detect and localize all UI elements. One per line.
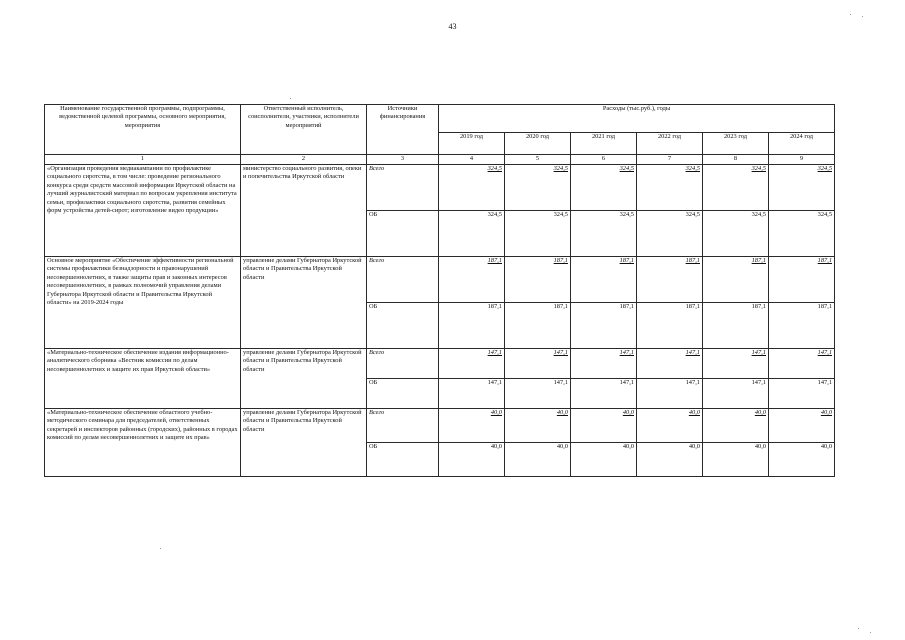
value-total: 324,5	[505, 165, 571, 211]
value-total: 187,1	[505, 257, 571, 303]
source-total: Всего	[367, 409, 439, 443]
header-name: Наименование государственной программы, подпрограммы, ведомственной целевой программы, основного мероприятия, мероприятия	[45, 105, 241, 155]
value-sub: 324,5	[571, 211, 637, 257]
value-sub: 40,0	[637, 443, 703, 477]
header-source: Источники финансирования	[367, 105, 439, 155]
value-total: 324,5	[571, 165, 637, 211]
column-number: 3	[367, 155, 439, 165]
source-total: Всего	[367, 257, 439, 303]
value-sub: 40,0	[505, 443, 571, 477]
scan-speck	[850, 14, 851, 15]
measure-name: «Материально-техническое обеспечение издания информационно-аналитического сборника «Вестник комиссии по делам несовершеннолетних и защите их прав Иркутской области»	[45, 349, 241, 409]
value-total: 40,0	[769, 409, 835, 443]
value-sub: 147,1	[769, 379, 835, 409]
value-total: 147,1	[703, 349, 769, 379]
value-sub: 40,0	[703, 443, 769, 477]
source-sub: ОБ	[367, 211, 439, 257]
table-row	[45, 257, 835, 303]
scan-speck	[870, 632, 871, 633]
value-total: 147,1	[769, 349, 835, 379]
value-sub: 324,5	[439, 211, 505, 257]
column-number: 5	[505, 155, 571, 165]
executor: управление делами Губернатора Иркутской области и Правительства Иркутской области	[241, 409, 367, 477]
column-number: 9	[769, 155, 835, 165]
measure-name: Основное мероприятие «Обеспечение эффективности региональной системы профилактики безнадзорности и правонарушений несовершеннолетних, в также защиты прав и законных интересов несовершеннолетних, в рамках полномочий управления делами Губернатора Иркутской области и Правительства Иркутской области» на 2019-2024 годы	[45, 257, 241, 349]
value-sub: 324,5	[703, 211, 769, 257]
value-sub: 324,5	[769, 211, 835, 257]
value-total: 324,5	[703, 165, 769, 211]
executor: министерство социального развития, опеки и попечительства Иркутской области	[241, 165, 367, 257]
header-executor: Ответственный исполнитель, соисполнители, участники, исполнители мероприятий	[241, 105, 367, 155]
header-expenses: Расходы (тыс.руб.), годы	[439, 105, 835, 133]
table-row	[45, 349, 835, 379]
value-total: 40,0	[703, 409, 769, 443]
value-sub: 187,1	[637, 303, 703, 349]
value-total: 40,0	[571, 409, 637, 443]
value-sub: 40,0	[571, 443, 637, 477]
measure-name: «Материально-техническое обеспечение областного учебно-методического семинара для председателей, ответственных секретарей и инспекторов районных (городских), районных в городах комиссий по делам несовершеннолетних и защите их прав»	[45, 409, 241, 477]
value-total: 147,1	[505, 349, 571, 379]
scan-speck	[862, 16, 863, 17]
value-sub: 147,1	[571, 379, 637, 409]
column-number: 6	[571, 155, 637, 165]
column-number: 2	[241, 155, 367, 165]
header-year: 2024 год	[769, 133, 835, 155]
value-total: 40,0	[505, 409, 571, 443]
value-total: 324,5	[637, 165, 703, 211]
executor: управление делами Губернатора Иркутской области и Правительства Иркутской области	[241, 349, 367, 409]
value-sub: 40,0	[769, 443, 835, 477]
header-year: 2019 год	[439, 133, 505, 155]
table-row	[45, 409, 835, 443]
header-year: 2021 год	[571, 133, 637, 155]
value-sub: 187,1	[439, 303, 505, 349]
value-total: 147,1	[571, 349, 637, 379]
column-number: 7	[637, 155, 703, 165]
value-total: 147,1	[637, 349, 703, 379]
value-total: 40,0	[637, 409, 703, 443]
value-sub: 147,1	[439, 379, 505, 409]
value-total: 324,5	[439, 165, 505, 211]
value-sub: 324,5	[637, 211, 703, 257]
value-sub: 187,1	[505, 303, 571, 349]
value-total: 187,1	[439, 257, 505, 303]
value-sub: 40,0	[439, 443, 505, 477]
header-year: 2020 год	[505, 133, 571, 155]
value-sub: 147,1	[703, 379, 769, 409]
column-number: 8	[703, 155, 769, 165]
scan-speck	[160, 548, 161, 549]
header-year: 2022 год	[637, 133, 703, 155]
page-number: 43	[448, 22, 457, 31]
scan-speck	[858, 628, 859, 629]
value-total: 187,1	[571, 257, 637, 303]
value-total: 147,1	[439, 349, 505, 379]
value-sub: 147,1	[637, 379, 703, 409]
table-row	[45, 165, 835, 211]
value-total: 187,1	[703, 257, 769, 303]
value-sub: 187,1	[571, 303, 637, 349]
measure-name: «Организация проведения медиакампании по профилактике социального сиротства, в том числе: проведение регионального конкурса среди средств массовой информации Иркутской области на лучший журналистский материал по вопросам укрепления института семьи, профилактики социального сиротства, развития семейных форм устройства детей-сирот; изготовление видео продукции»	[45, 165, 241, 257]
scan-speck	[290, 98, 291, 99]
value-total: 40,0	[439, 409, 505, 443]
header-year: 2023 год	[703, 133, 769, 155]
budget-table	[44, 104, 835, 477]
source-sub: ОБ	[367, 303, 439, 349]
source-sub: ОБ	[367, 379, 439, 409]
source-sub: ОБ	[367, 443, 439, 477]
value-sub: 147,1	[505, 379, 571, 409]
value-sub: 324,5	[505, 211, 571, 257]
value-total: 187,1	[769, 257, 835, 303]
source-total: Всего	[367, 165, 439, 211]
executor: управление делами Губернатора Иркутской области и Правительства Иркутской области	[241, 257, 367, 349]
column-number: 1	[45, 155, 241, 165]
value-total: 324,5	[769, 165, 835, 211]
column-number: 4	[439, 155, 505, 165]
source-total: Всего	[367, 349, 439, 379]
value-total: 187,1	[637, 257, 703, 303]
value-sub: 187,1	[769, 303, 835, 349]
value-sub: 187,1	[703, 303, 769, 349]
